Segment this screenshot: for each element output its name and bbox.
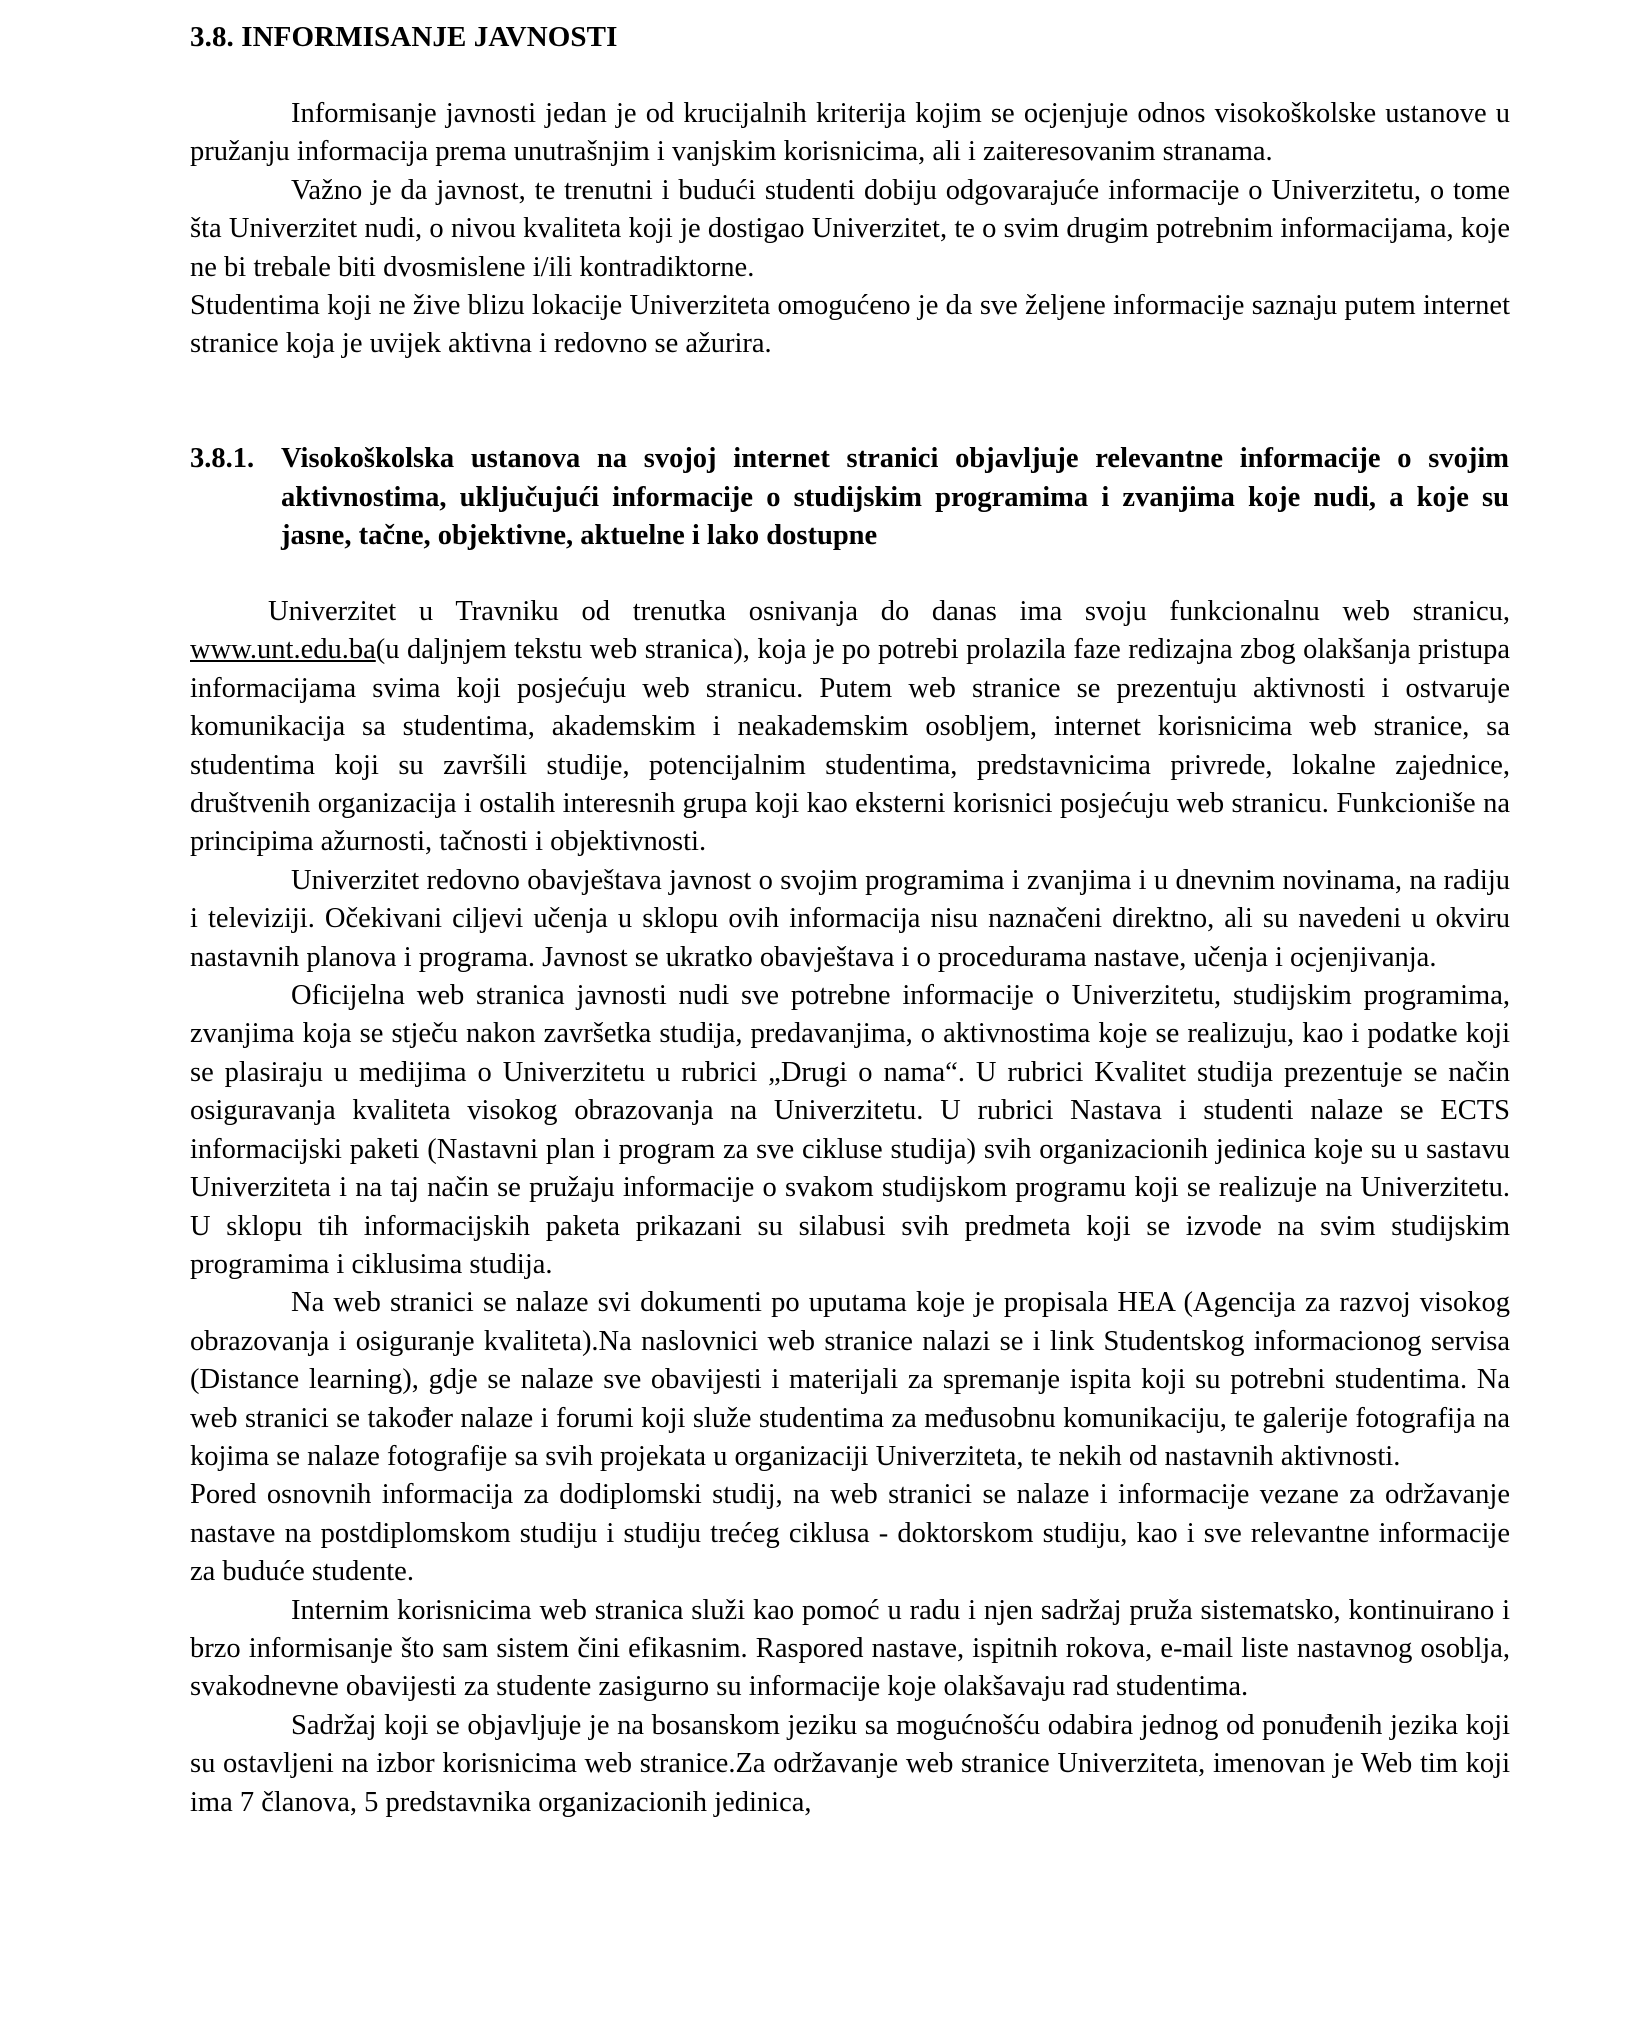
paragraph — [190, 593, 1510, 862]
paragraph: Na web stranici se nalaze svi dokumenti po uputama koje je propisala HEA (Agencija za razvoj visokog obrazovanja i osiguranje kvaliteta).Na naslovnici web stranice nalazi se i link Studentskog informacionog servisa (Distance learning), gdje se nalaze sve obavijesti i materijali za spremanje ispita koji su potrebni studentima. Na web stranici se također nalaze i forumi koji služe studentima za međusobnu komunikaciju, te galerije fotografija na kojima se nalaze fotografije sa svih projekata u organizaciji Univerziteta, te nekih od nastavnih aktivnosti. — [190, 1287, 1510, 1472]
subsection-title: Visokoškolska ustanova na svojoj internet stranici objavljuje relevantne informacije o svojim aktivnostima, uključujući informacije o studijskim programima i zvanjima koje nudi, a koje su jasne, tačne, objektivne, aktuelne i lako dostupne — [281, 443, 1509, 551]
paragraph: Važno je da javnost, te trenutni i budući studenti dobiju odgovarajuće informacije o Univerzitetu, o tome šta Univerzitet nudi, o nivou kvaliteta koji je dostigao Univerzitet, te o svim drugim potrebnim informacijama, koje ne bi trebale biti dvosmislene i/ili kontradiktorne. — [190, 174, 1510, 283]
paragraph: Pored osnovnih informacija za dodiplomski studij, na web stranici se nalaze i informacije vezane za održavanje nastave na postdiplomskom studiju i studiju trećeg ciklusa - doktorskom studiju, kao i sve relevantne informacije za buduće studente. — [190, 1479, 1510, 1588]
intro-text — [190, 95, 1510, 364]
paragraph: Studentima koji ne žive blizu lokacije Univerziteta omogućeno je da sve željene informacije saznaju putem internet stranice koja je uvijek aktivna i redovno se ažurira. — [190, 290, 1510, 360]
paragraph: Oficijelna web stranica javnosti nudi sve potrebne informacije o Univerzitetu, studijskim programima, zvanjima koja se stječu nakon završetka studija, predavanjima, o aktivnostima koje se realizuju, kao i podatke koji se plasiraju u medijima o Univerzitetu u rubrici „Drugi o nama“. U rubrici Kvalitet studija prezentuje se način osiguravanja kvaliteta visokog obrazovanja na Univerzitetu. U rubrici Nastava i studenti nalaze se ECTS informacijski paketi (Nastavni plan i program za sve cikluse studija) svih organizacionih jedinica koje su u sastavu Univerziteta i na taj način se pružaju informacije o svakom studijskom programu koji se realizuje na Univerzitetu. U sklopu tih informacijskih paketa prikazani su silabusi svih predmeta koji se izvode na svim studijskim programima i ciklusima studija. — [190, 980, 1510, 1280]
paragraph: Univerzitet redovno obavještava javnost o svojim programima i zvanjima i u dnevnim novinama, na radiju i televiziji. Očekivani ciljevi učenja u sklopu ovih informacija nisu naznačeni direktno, ali su navedeni u okviru nastavnih planova i programa. Javnost se ukratko obavještava i o procedurama nastave, učenja i ocjenjivanja. — [190, 864, 1510, 973]
body-text — [190, 593, 1510, 1822]
paragraph: Informisanje javnosti jedan je od krucijalnih kriterija kojim se ocjenjuje odnos visokoškolske ustanove u pružanju informacija prema unutrašnjim i vanjskim korisnicima, ali i zaiteresovanim stranama. — [190, 98, 1510, 168]
paragraph: Sadržaj koji se objavljuje je na bosanskom jeziku sa mogućnošću odabira jednog od ponuđenih jezika koji su ostavljeni na izbor korisnicima web stranice.Za održavanje web stranice Univerziteta, imenovan je Web tim koji ima 7 članova, 5 predstavnika organizacionih jedinica, — [190, 1709, 1510, 1818]
paragraph-text: Univerzitet u Travniku od trenutka osnivanja do danas ima svoju funkcionalnu web stranicu, — [268, 596, 1510, 627]
section-heading: 3.8. INFORMISANJE JAVNOSTI — [190, 21, 618, 53]
website-link[interactable]: www.unt.edu.ba — [190, 634, 376, 666]
subsection-number: 3.8.1. — [190, 443, 255, 474]
paragraph-text: (u daljnjem tekstu web stranica), koja je po potrebi prolazila faze redizajna zbog olakšanja pristupa informacijama svima koji posjećuju web stranicu. Putem web stranice se prezentuju aktivnosti i ostvaruje komunikacija sa studentima, akademskim i neakademskim osobljem, internet korisnicima web stranice, sa studentima koji su završili studije, potencijalnim studentima, predstavnicima privrede, lokalne zajednice, društvenih organizacija i ostalih interesnih grupa koji kao eksterni korisnici posjećuju web stranicu. Funkcioniše na principima ažurnosti, tačnosti i objektivnosti. — [190, 634, 1510, 858]
paragraph: Internim korisnicima web stranica služi kao pomoć u radu i njen sadržaj pruža sistematsko, kontinuirano i brzo informisanje što sam sistem čini efikasnim. Raspored nastave, ispitnih rokova, e-mail liste nastavnog osoblja, svakodnevne obavijesti za studente zasigurno su informacije koje olakšavaju rad studentima. — [190, 1594, 1510, 1703]
